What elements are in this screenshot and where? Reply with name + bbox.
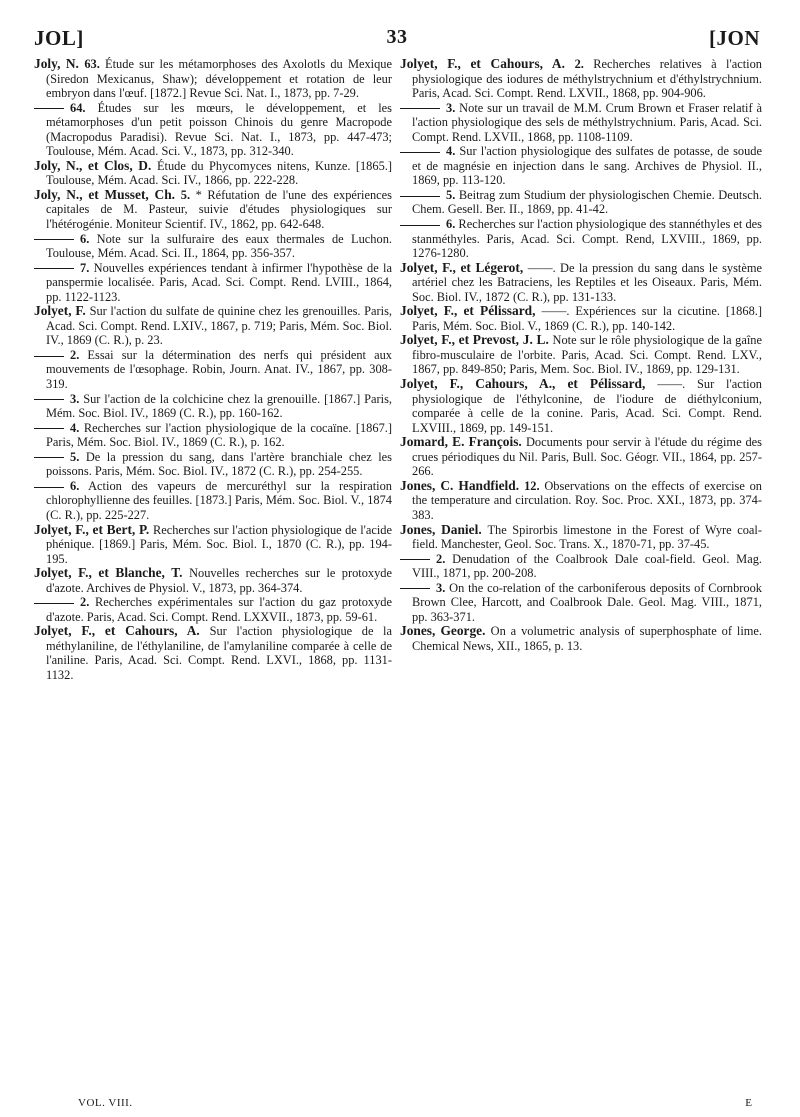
entry-text: Documents pour servir à l'étude du régime des crues périodiques du Nil. Paris, Bull. Soc. Géogr. VII., 1864, pp. 257-266. <box>412 435 763 479</box>
bibliography-entry <box>400 57 762 101</box>
ditto-dash <box>34 457 64 458</box>
bibliography-entry <box>400 261 762 305</box>
bibliography-entry <box>400 523 762 552</box>
bibliography-entry <box>34 348 392 392</box>
entry-text: Recherches sur l'action physiologique de la cocaïne. [1867.] Paris, Mém. Soc. Biol. IV., 1869 (C. R.), p. 162. <box>46 420 392 450</box>
bibliography-entry <box>34 188 392 232</box>
entry-text: Recherches sur l'action physiologique des stannéthyles et des stanméthyles. Paris, Acad. Sci. Compt. Rend, LXVIII., 1869, pp. 1276-1280. <box>412 217 762 261</box>
entry-number: 5. <box>180 187 191 202</box>
entry-text: On a volumetric analysis of superphosphate of lime. Chemical News, XII., 1865, p. 13. <box>412 624 762 653</box>
entry-number: 5. <box>446 187 456 202</box>
entry-number: 6. <box>446 217 456 232</box>
bibliography-entry <box>400 581 762 625</box>
entry-number: 64. <box>70 100 86 115</box>
entry-text: Nouvelles expériences tendant à infirmer l'hypothèse de la panspermie localisée. Paris, Acad. Sci. Compt. Rend. LVIII., 1864, pp. 1122-1123. <box>46 260 392 304</box>
bibliography-entry <box>34 624 392 682</box>
entry-number: 4. <box>70 420 80 435</box>
entry-number: 6. <box>70 478 80 493</box>
entry-text: ——. De la pression du sang dans le système artériel chez les Batraciens, les Reptiles et les Oiseaux. Paris, Mém. Soc. Biol. IV., 1872 (C. R.), pp. 131-133. <box>412 260 762 304</box>
ditto-dash <box>400 152 440 153</box>
entry-text: Recherches sur l'action physiologique de l'acide phénique. [1869.] Paris, Mém. Soc. Biol. I., 1870 (C. R.), pp. 194-195. <box>46 522 393 566</box>
author-name: Jones, Daniel. <box>400 521 488 537</box>
entry-text: ——. Sur l'action physiologique de l'éthylconine, de l'iodure de diéthylconium, comparée à celle de la conine. Paris, Acad. Sci. Compt. Rend. LXVIII., 1869, pp. 149-151. <box>412 377 762 435</box>
entry-text: Sur l'action de la colchicine chez la grenouille. [1867.] Paris, Mém. Soc. Biol. IV., 1869 (C. R.), pp. 160-162. <box>46 391 392 421</box>
ditto-dash <box>34 268 74 269</box>
bibliography-entry <box>400 144 762 188</box>
bibliography-entry <box>400 217 762 261</box>
entry-text: Nouvelles recherches sur le protoxyde d'azote. Archives de Physiol. V., 1873, pp. 364-374. <box>46 566 392 595</box>
ditto-dash <box>34 428 64 429</box>
ditto-dash <box>400 588 430 589</box>
entry-text: Note sur un travail de M.M. Crum Brown et Fraser relatif à l'action physiologique des sels de méthylstrychnium. Paris, Acad. Sci. Compt. Rend. LXVII., 1868, pp. 1108-1109. <box>412 100 762 144</box>
author-name: Joly, N., et Musset, Ch. <box>34 186 181 202</box>
entry-text: Note sur le rôle physiologique de la gaîne fibro-musculaire de l'orbite. Paris, Acad. Sci. Compt. Rend. LXV., 1867, pp. 849-850; Paris, Mem. Soc. Biol. IV., 1869, pp. 129-131. <box>412 333 762 377</box>
entry-text: The Spirorbis limestone in the Forest of Wyre coal-field. Manchester, Geol. Soc. Trans. X., 1870-71, pp. 37-45. <box>412 522 762 552</box>
page-number: 33 <box>386 26 408 48</box>
entry-text: Action des vapeurs de mercuréthyl sur la respiration chlorophyllienne des feuilles. [1873.] Paris, Mém. Soc. Biol. V., 1874 (C. R.), pp. 225-227. <box>46 478 392 522</box>
page-header <box>34 26 760 52</box>
ditto-dash <box>34 356 64 357</box>
ditto-dash <box>34 399 64 400</box>
entry-number: 12. <box>524 478 540 493</box>
entry-text: * Réfutation de l'une des expériences capitales de M. Pasteur, suivie d'études physiologiques sur l'hétérogénie. Moniteur Scientif. IV., 1862, pp. 642-648. <box>46 187 392 232</box>
bibliography-entry <box>34 232 392 261</box>
entry-text: De la pression du sang, dans l'artère branchiale chez les poissons. Paris, Mém. Soc. Biol. IV., 1872 (C. R.), pp. 254-255. <box>46 449 392 479</box>
entry-number: 4. <box>446 144 456 159</box>
bibliography-entry <box>34 101 392 159</box>
author-name: Jones, C. Handfield. <box>400 477 525 493</box>
author-name: Jolyet, F., et Blanche, T. <box>34 565 190 581</box>
entry-text: Recherches expérimentales sur l'action du gaz protoxyde d'azote. Paris, Acad. Sci. Compt. Rend. LXXVII., 1873, pp. 59-61. <box>46 595 392 624</box>
ditto-dash <box>400 225 440 226</box>
entry-text: Sur l'action du sulfate de quinine chez les grenouilles. Paris, Acad. Sci. Compt. Rend. LXIV., 1867, p. 719; Paris, Mém. Soc. Biol. IV., 1869 (C. R.), p. 23. <box>46 304 392 348</box>
entry-number: 2. <box>574 57 584 71</box>
entry-number: 2. <box>70 347 80 362</box>
author-name: Jolyet, F., et Pélissard, <box>400 303 542 319</box>
right-column <box>400 57 762 653</box>
bibliography-entry <box>34 57 392 101</box>
footer-signature: E <box>745 1097 752 1109</box>
entry-text: Sur l'action physiologique de la méthylaniline, de l'éthylaniline, de l'amylaniline comparée à celle de l'aniline. Paris, Acad. Sci. Compt. Rend. LXVI., 1868, pp. 1131-1132. <box>46 624 392 682</box>
bibliography-entry <box>34 450 392 479</box>
author-name: Jolyet, F., et Bert, P. <box>34 521 153 537</box>
ditto-dash <box>400 559 430 560</box>
entry-number: 3. <box>446 100 456 115</box>
author-name: Jolyet, F., et Cahours, A. <box>400 56 575 71</box>
author-name: Jomard, E. François. <box>400 434 526 450</box>
author-name: Jolyet, F., et Cahours, A. <box>34 623 210 639</box>
bibliography-entry <box>400 377 762 435</box>
entry-number: 5. <box>70 449 80 464</box>
entry-number: 7. <box>80 260 90 275</box>
entry-text: Étude du Phycomyces nitens, Kunze. [1865.] Toulouse, Mém. Acad. Sci. IV., 1866, pp. 222-228. <box>46 158 392 188</box>
bibliography-entry <box>400 333 762 377</box>
author-name: Jolyet, F., Cahours, A., et Pélissard, <box>400 376 658 392</box>
entry-text: Recherches relatives à l'action physiologique des iodures de méthylstrychnium et d'éthylstrychnium. Paris, Acad. Sci. Compt. Rend. LXVII., 1868, pp. 904-906. <box>412 57 762 101</box>
ditto-dash <box>400 196 440 197</box>
ditto-dash <box>400 108 440 109</box>
entry-text: Denudation of the Coalbrook Dale coal-field. Geol. Mag. VIII., 1871, pp. 200-208. <box>412 551 762 581</box>
bibliography-entry <box>400 435 762 479</box>
bibliography-entry <box>400 552 762 581</box>
entry-text: Sur l'action physiologique des sulfates de potasse, de soude et de magnésie en injection dans le sang. Archives de Physiol. II., 1869, pp. 113-120. <box>412 144 762 188</box>
bibliography-entry <box>34 261 392 305</box>
ditto-dash <box>34 239 74 240</box>
entry-text: Études sur les mœurs, le développement, et les métamorphoses d'un petit poisson Chinois du genre Macropode (Macropodus Paradisi). Revue Sci. Nat. I., 1873, pp. 447-473; Toulouse, Mém. Acad. Sci. V., 1873, pp. 312-340. <box>46 100 392 159</box>
left-column <box>34 57 392 683</box>
entry-text: Note sur la sulfuraire des eaux thermales de Luchon. Toulouse, Mém. Acad. Sci. II., 1864, pp. 356-357. <box>46 231 392 261</box>
author-name: Jolyet, F., et Prevost, J. L. <box>400 332 553 348</box>
bibliography-entry <box>34 566 392 595</box>
entry-text: ——. Expériences sur la cicutine. [1868.] Paris, Mém. Soc. Biol. V., 1869 (C. R.), pp. 140-142. <box>412 304 762 333</box>
ditto-dash <box>34 108 64 109</box>
author-name: Jolyet, F., et Légerot, <box>400 259 528 275</box>
author-name: Joly, N., et Clos, D. <box>34 157 157 173</box>
ditto-dash <box>34 487 64 488</box>
bibliography-entry <box>34 392 392 421</box>
footer-volume: VOL. VIII. <box>78 1097 133 1109</box>
bibliography-entry <box>34 479 392 523</box>
author-name: Jolyet, F. <box>34 303 90 319</box>
ditto-dash <box>34 603 74 604</box>
entry-number: 2. <box>436 551 446 566</box>
entry-number: 3. <box>436 580 446 595</box>
entry-text: Observations on the effects of exercise on the temperature and circulation. Roy. Soc. Proc. XXI., 1873, pp. 374-383. <box>412 478 762 522</box>
bibliography-entry <box>34 159 392 188</box>
bibliography-entry <box>400 304 762 333</box>
header-left-guideword: JOL] <box>34 26 84 50</box>
entry-number: 6. <box>80 231 90 246</box>
bibliography-entry <box>400 479 762 523</box>
bibliography-entry <box>34 421 392 450</box>
bibliography-entry <box>34 304 392 348</box>
bibliography-entry <box>400 101 762 145</box>
author-name: Joly, N. <box>34 56 85 71</box>
entry-text: On the co-relation of the carboniferous deposits of Cornbrook Brown Clee, Harcott, and Coalbrook Dale. Geol. Mag. VIII., 1871, pp. 363-371. <box>412 580 762 624</box>
bibliography-entry <box>34 595 392 624</box>
entry-text: Essai sur la détermination des nerfs qui président aux mouvements de l'œsophage. Robin, Journ. Anat. IV., 1867, pp. 308-319. <box>46 347 392 392</box>
header-right-guideword: [JON <box>709 26 760 50</box>
entry-number: 63. <box>84 57 100 71</box>
bibliography-entry <box>34 523 392 567</box>
bibliography-entry <box>400 624 762 653</box>
entry-number: 2. <box>80 595 90 610</box>
author-name: Jones, George. <box>400 623 491 639</box>
entry-text: Beitrag zum Studium der physiologischen Chemie. Deutsch. Chem. Gesell. Ber. II., 1869, pp. 41-42. <box>412 187 762 217</box>
bibliography-entry <box>400 188 762 217</box>
entry-text: Étude sur les métamorphoses des Axolotls du Mexique (Siredon Mexicanus, Shaw); développement et rotation de leur embryon dans l'œuf. [1872.] Revue Sci. Nat. I., 1873, pp. 7-29. <box>46 57 392 101</box>
entry-number: 3. <box>70 391 80 406</box>
